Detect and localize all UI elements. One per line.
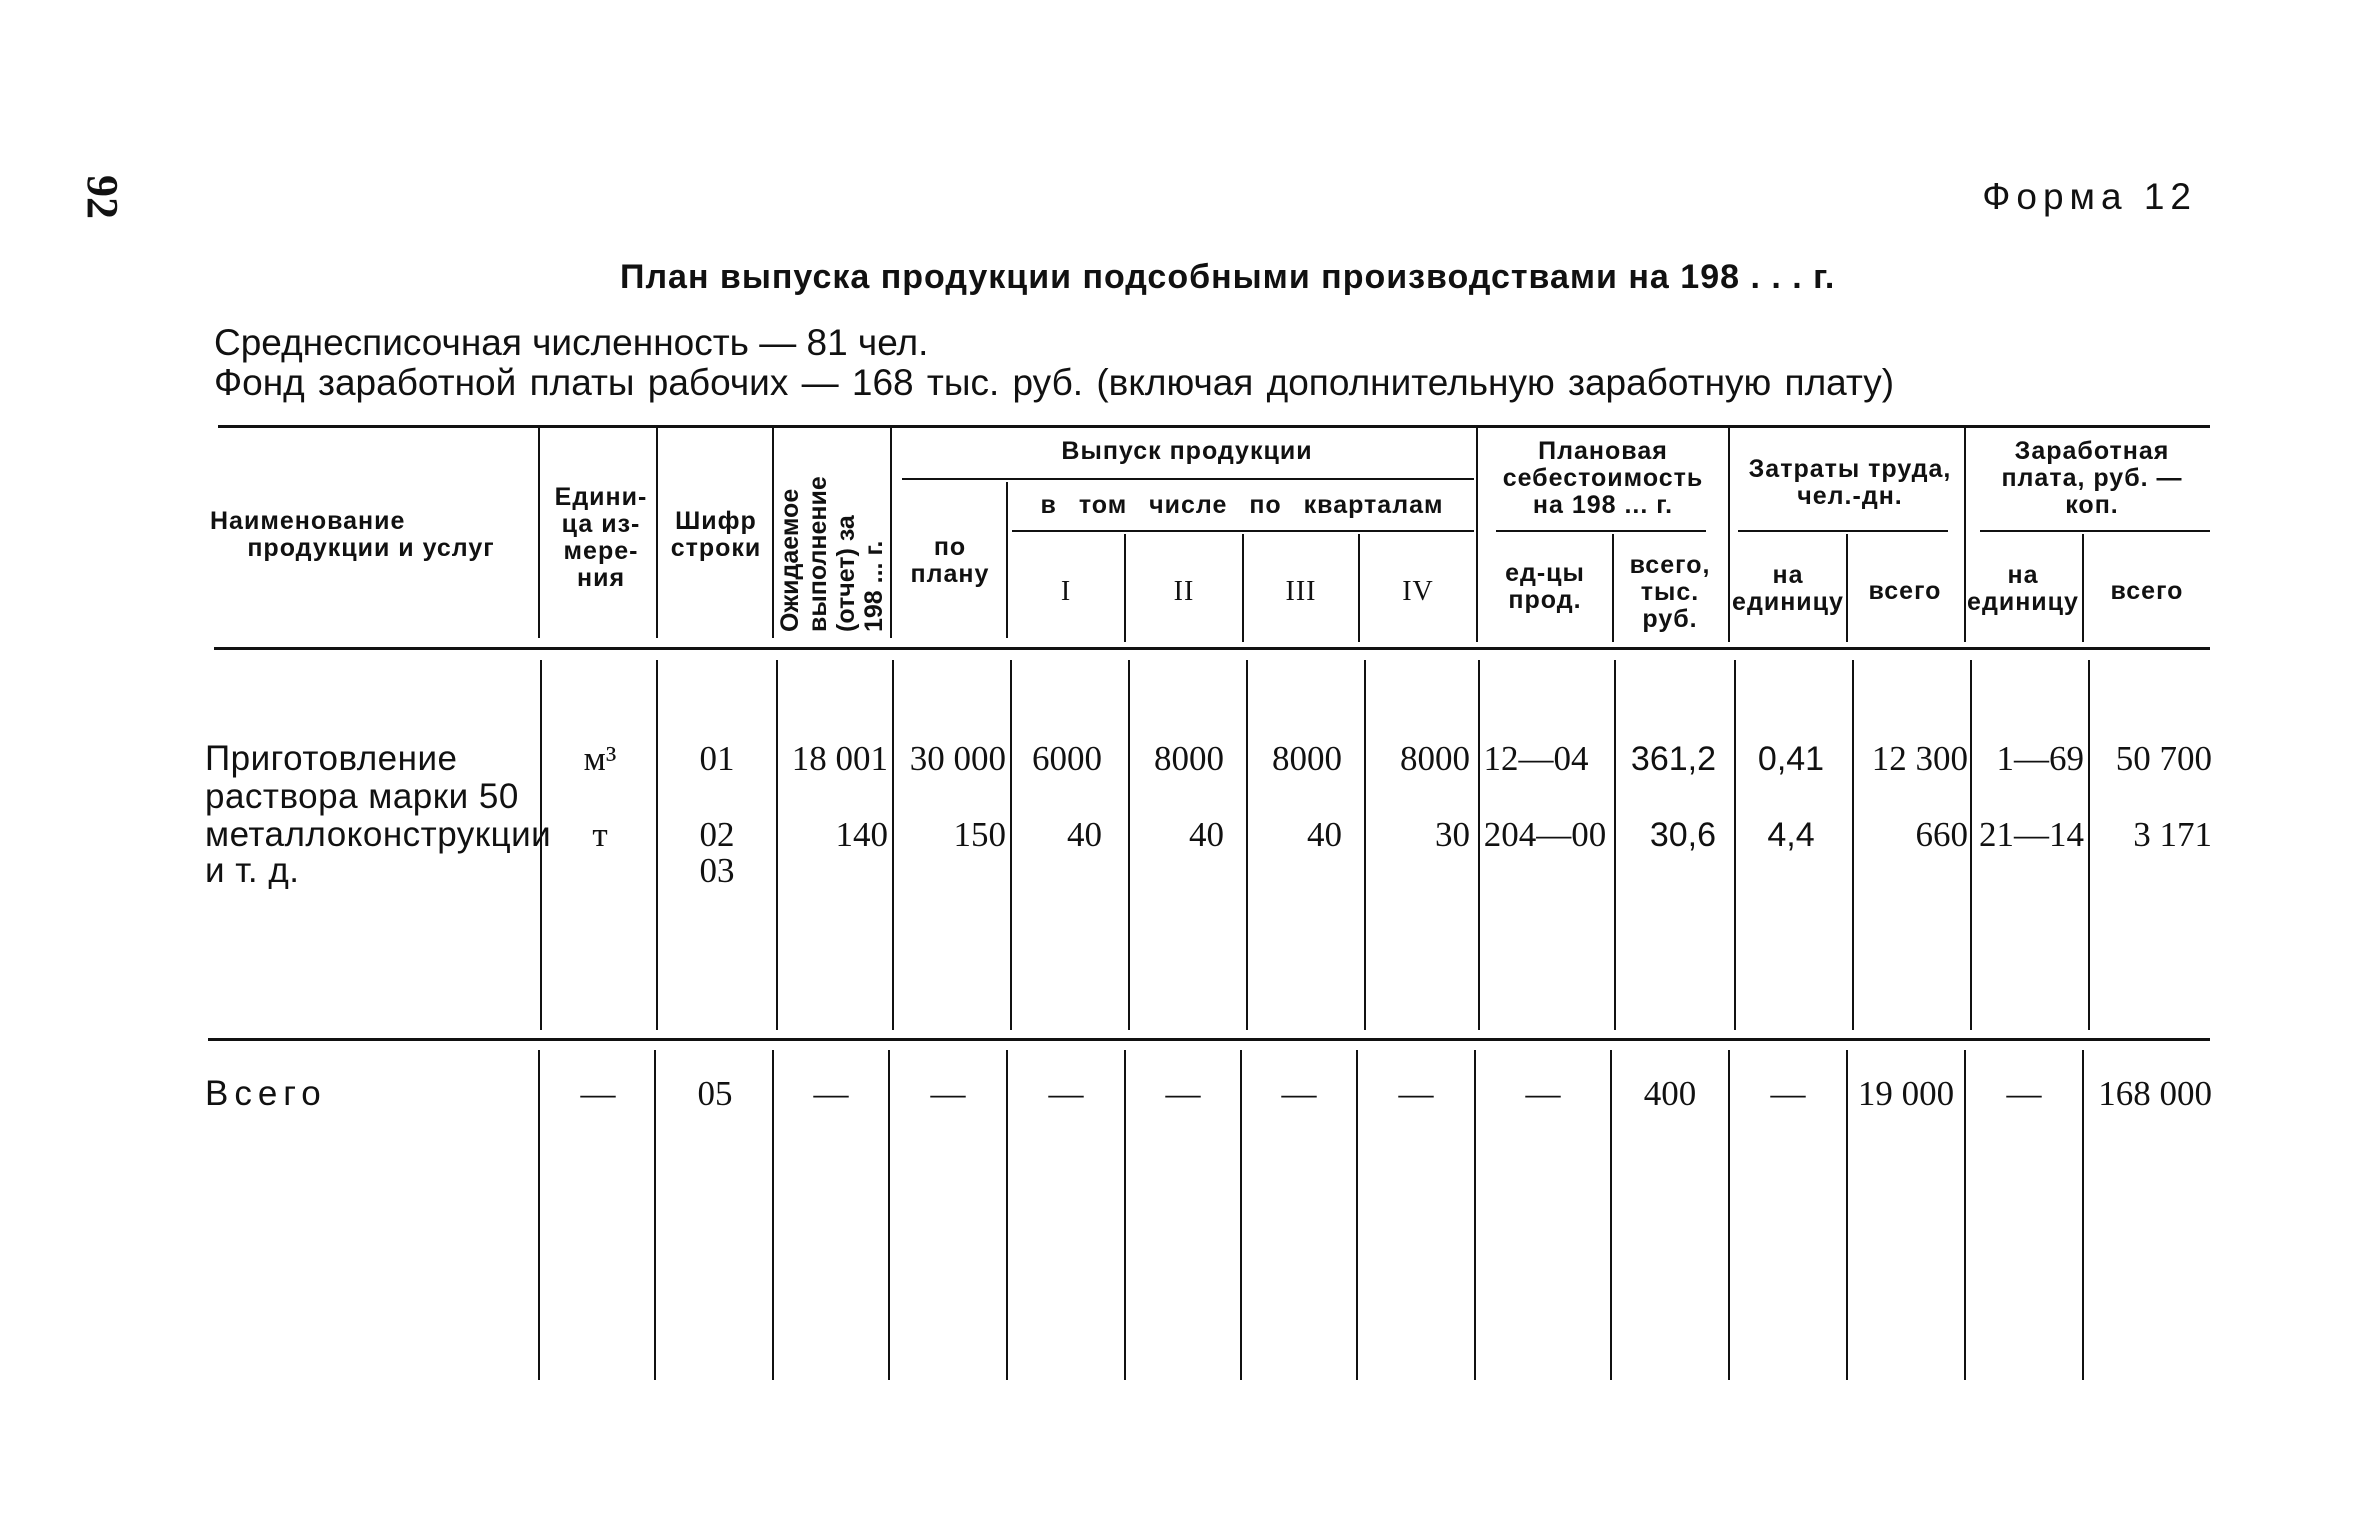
form-label: Форма 12 <box>1982 176 2197 217</box>
row-name-line: раствора марки 50 <box>205 777 519 816</box>
output-group-rule <box>902 478 1474 480</box>
row-q4: 30 <box>1435 815 1470 854</box>
row-cost-unit: 204—00 <box>1483 815 1607 854</box>
total-code: 05 <box>697 1074 733 1113</box>
table-top-rule <box>218 425 2210 428</box>
row-wage-unit: 21—14 <box>1979 815 2084 854</box>
col-rule <box>538 428 540 638</box>
total-unit: — <box>580 1074 616 1113</box>
total-labor-unit: — <box>1770 1074 1806 1113</box>
total-q4: — <box>1398 1074 1434 1113</box>
total-cost-total: 400 <box>1643 1074 1697 1113</box>
header-labor-unit: на единицу <box>1732 561 1844 616</box>
row-q1: 40 <box>1067 815 1102 854</box>
col-rule <box>890 428 892 638</box>
labor-group-rule <box>1738 530 1948 532</box>
row-cost-total: 361,2 <box>1630 740 1716 778</box>
header-name: Наименование продукции и услуг <box>210 507 495 562</box>
header-q1: I <box>1060 576 1072 607</box>
header-expected-line-2: выполнение <box>804 476 832 632</box>
row-plan: 30 000 <box>909 739 1006 778</box>
header-expected-line-4: 198 ... г. <box>860 540 888 632</box>
row-q1: 6000 <box>1032 739 1102 778</box>
total-q2: — <box>1165 1074 1201 1113</box>
row-labor-unit: 0,41 <box>1757 740 1825 778</box>
row-q3: 40 <box>1307 815 1342 854</box>
header-labor-total: всего <box>1868 577 1942 605</box>
header-wage-unit: на единицу <box>1967 561 2079 616</box>
row-cost-unit: 12—04 <box>1483 739 1589 778</box>
col-rule <box>656 660 658 1030</box>
col-rule <box>1006 482 1008 638</box>
row-code: 01 <box>699 739 735 778</box>
row-q4: 8000 <box>1400 739 1470 778</box>
col-rule <box>1476 428 1478 642</box>
row-wage-total: 3 171 <box>2133 815 2212 854</box>
row-cost-total: 30,6 <box>1649 816 1716 854</box>
total-wage-total: 168 000 <box>2098 1074 2212 1113</box>
row-labor-total: 12 300 <box>1871 739 1968 778</box>
row-q2: 40 <box>1189 815 1224 854</box>
header-q2: II <box>1173 576 1195 607</box>
total-q3: — <box>1281 1074 1317 1113</box>
header-unit: Едини-ца из-мере-ния <box>554 483 648 592</box>
total-q1: — <box>1048 1074 1084 1113</box>
header-q4: IV <box>1402 576 1434 607</box>
wage-fund-line: Фонд заработной платы рабочих — 168 тыс. руб. (включая дополнительную заработную плату) <box>214 362 1895 403</box>
header-expected-line-1: Ожидаемое <box>776 488 804 632</box>
header-labor-group: Затраты труда, чел.-дн. <box>1748 455 1952 510</box>
header-wage-total: всего <box>2110 577 2184 605</box>
col-rule <box>654 1050 656 1380</box>
row-unit: м³ <box>583 739 617 778</box>
header-output-group: Выпуск продукции <box>1061 437 1313 465</box>
row-expected: 18 001 <box>791 739 888 778</box>
header-quarters-group: в том числе по кварталам <box>1040 491 1444 519</box>
row-code: 03 <box>699 851 735 890</box>
col-rule <box>1728 428 1730 642</box>
cost-group-rule <box>1496 530 1706 532</box>
col-rule <box>538 1050 540 1380</box>
header-code: Шифр строки <box>670 507 762 562</box>
header-expected-line-3: (отчет) за <box>832 515 860 632</box>
wage-group-rule <box>1980 530 2210 532</box>
total-label: Всего <box>205 1074 327 1113</box>
row-plan: 150 <box>953 815 1006 854</box>
col-rule <box>656 428 658 638</box>
row-labor-unit: 4,4 <box>1767 816 1815 854</box>
col-rule <box>772 428 774 638</box>
header-q3: III <box>1285 576 1317 607</box>
quarters-group-rule <box>1012 530 1474 532</box>
row-q3: 8000 <box>1272 739 1342 778</box>
total-labor-total: 19 000 <box>1857 1074 1955 1113</box>
row-wage-total: 50 700 <box>2115 739 2212 778</box>
page-number: 92 <box>78 175 127 219</box>
header-cost-total: всего, тыс. руб. <box>1629 551 1711 633</box>
header-bottom-rule <box>214 647 2210 650</box>
row-expected: 140 <box>835 815 888 854</box>
header-plan: по плану <box>910 533 990 588</box>
total-top-rule <box>208 1038 2210 1041</box>
row-name-line: металлоконструкции <box>205 815 552 854</box>
row-name-line: Приготовление <box>205 739 458 778</box>
row-q2: 8000 <box>1154 739 1224 778</box>
row-unit: т <box>592 815 608 854</box>
header-cost-unit: ед-цы прод. <box>1505 559 1585 614</box>
total-expected: — <box>813 1074 849 1113</box>
row-code: 02 <box>699 815 735 854</box>
total-cost-unit: — <box>1525 1074 1561 1113</box>
row-wage-unit: 1—69 <box>1996 739 2084 778</box>
total-wage-unit: — <box>2006 1074 2042 1113</box>
document-title: План выпуска продукции подсобными производствами на 198 . . . г. <box>620 258 1836 296</box>
total-plan: — <box>930 1074 966 1113</box>
header-wage-group: Заработная плата, руб. — коп. <box>2001 437 2183 519</box>
avg-headcount-line: Среднесписочная численность — 81 чел. <box>214 322 929 363</box>
header-cost-group: Плановая себестоимость на 198 ... г. <box>1502 437 1704 519</box>
row-name-line: и т. д. <box>205 851 300 890</box>
row-labor-total: 660 <box>1915 815 1968 854</box>
